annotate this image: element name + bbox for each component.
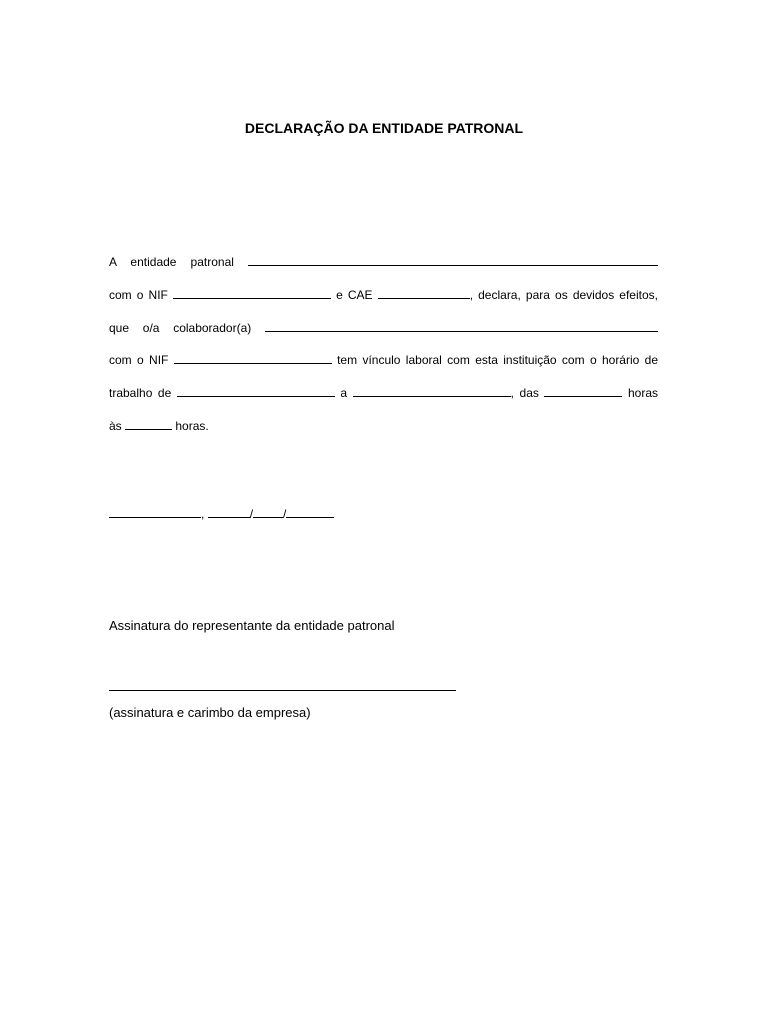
nif-label: com o NIF	[109, 288, 168, 302]
end-hour-blank[interactable]	[125, 417, 172, 430]
end-date-blank[interactable]	[353, 384, 511, 397]
slash-1: /	[249, 507, 254, 521]
signature-blank[interactable]	[109, 678, 456, 691]
horas-label: horas	[628, 386, 659, 400]
colaborador-label: que o/a colaborador(a)	[109, 321, 252, 335]
declara-text: , declara, para os devidos efeitos,	[469, 288, 658, 302]
colaborador-nif-label: com o NIF	[109, 353, 169, 367]
horario-line	[109, 384, 658, 400]
entity-nif-blank[interactable]	[173, 286, 331, 299]
signature-line	[109, 678, 658, 694]
nif-cae-line	[109, 286, 658, 302]
trabalho-label: trabalho de	[109, 386, 172, 400]
place-date-line	[109, 505, 658, 521]
end-hour-line	[109, 417, 658, 433]
comma: ,	[201, 507, 205, 521]
cae-blank[interactable]	[378, 286, 470, 299]
document-title: DECLARAÇÃO DA ENTIDADE PATRONAL	[244, 120, 524, 136]
a-label: a	[340, 386, 348, 400]
signature-heading: Assinatura do representante da entidade patronal	[109, 618, 395, 633]
entity-label: A entidade patronal	[109, 255, 234, 269]
place-blank[interactable]	[109, 505, 201, 518]
start-hour-blank[interactable]	[544, 384, 622, 397]
start-date-blank[interactable]	[177, 384, 335, 397]
entity-blank[interactable]	[248, 253, 658, 266]
colaborador-nif-blank[interactable]	[174, 351, 332, 364]
slash-2: /	[283, 507, 287, 521]
day-blank[interactable]	[208, 505, 250, 518]
month-blank[interactable]	[253, 505, 283, 518]
year-blank[interactable]	[286, 505, 334, 518]
colaborador-blank[interactable]	[265, 319, 658, 332]
vinculo-text: tem vínculo laboral com esta instituição com o horário de	[337, 353, 659, 367]
colaborador-nif-line	[109, 351, 658, 367]
horas-end-label: horas.	[175, 419, 209, 433]
cae-label: e CAE	[336, 288, 373, 302]
colaborador-line	[109, 319, 658, 335]
entity-line	[109, 253, 658, 269]
das-label: , das	[510, 386, 539, 400]
signature-caption: (assinatura e carimbo da empresa)	[109, 705, 311, 720]
as-label: às	[109, 419, 122, 433]
